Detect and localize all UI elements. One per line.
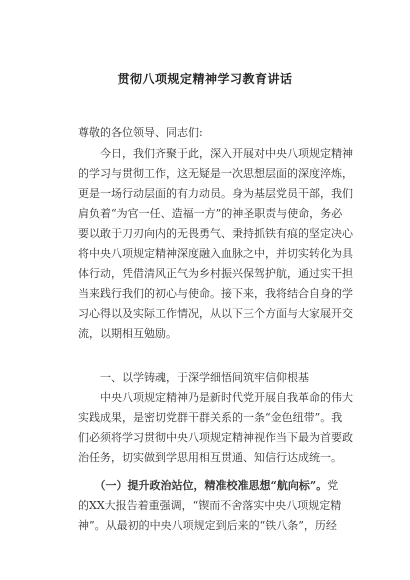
document-title: 贯彻八项规定精神学习教育讲话 (117, 72, 293, 86)
paragraph-line: 体行动，凭借清风正气为乡村振兴保驾护航，通过实干担 (78, 267, 353, 280)
paragraph-text: 党 (327, 479, 339, 492)
paragraph-line: 当来践行我们的初心与使命。接下来，我将结合自身的学 (78, 287, 353, 300)
salutation: 尊敬的各位领导、同志们: (78, 126, 203, 139)
paragraph-line: 更是一场行动层面的有力动员。身为基层党员干部，我们 (78, 187, 353, 200)
paragraph-line: 今日，我们齐聚于此，深入开展对中央八项规定精神 (78, 147, 353, 160)
paragraph-line: 治任务，切实做到学思用相互贯通、知信行达成统一。 (78, 451, 342, 464)
paragraph-line: 神”。从最初的中央八项规定到后来的“铁八条”，历经 (78, 519, 337, 532)
section-heading-1 (78, 368, 340, 388)
paragraph-line: 们必须将学习贯彻中央八项规定精神视作当下最为首要政 (78, 431, 353, 444)
paragraph-line (78, 476, 340, 496)
paragraph-line: 习心得以及实际工作情况，从以下三个方面与大家展开交 (78, 307, 353, 320)
paragraph-3 (78, 476, 340, 536)
paragraph-2 (78, 388, 353, 468)
paragraph-line: 实践成果，是密切党群干群关系的一条“金色纽带”。我 (78, 411, 343, 424)
paragraph-line: 肩负着“为官一任、造福一方”的神圣职责与使命，务必 (78, 207, 343, 220)
paragraph-line: 中央八项规定精神乃是新时代党开展自我革命的伟大 (78, 391, 353, 404)
paragraph-line: 的学习与贯彻工作，这无疑是一次思想层面的深度淬炼， (78, 167, 353, 180)
paragraph-1 (78, 144, 353, 344)
subsection-heading: （一）提升政治站位，精准校准思想“航向标”。 (100, 479, 328, 492)
paragraph-line: 将中央八项规定精神深度融入血脉之中，并切实转化为具 (78, 247, 353, 260)
section-heading-text: 一、以学铸魂，于深学细悟间筑牢信仰根基 (78, 371, 309, 384)
paragraph-line: 流，以期相互勉励。 (78, 327, 177, 340)
paragraph-line: 的XX大报告着重强调，“锲而不舍落实中央八项规定精 (78, 499, 342, 512)
paragraph-line: 要以敢于刀刃向内的无畏勇气、秉持抓铁有痕的坚定决心 (78, 227, 353, 240)
